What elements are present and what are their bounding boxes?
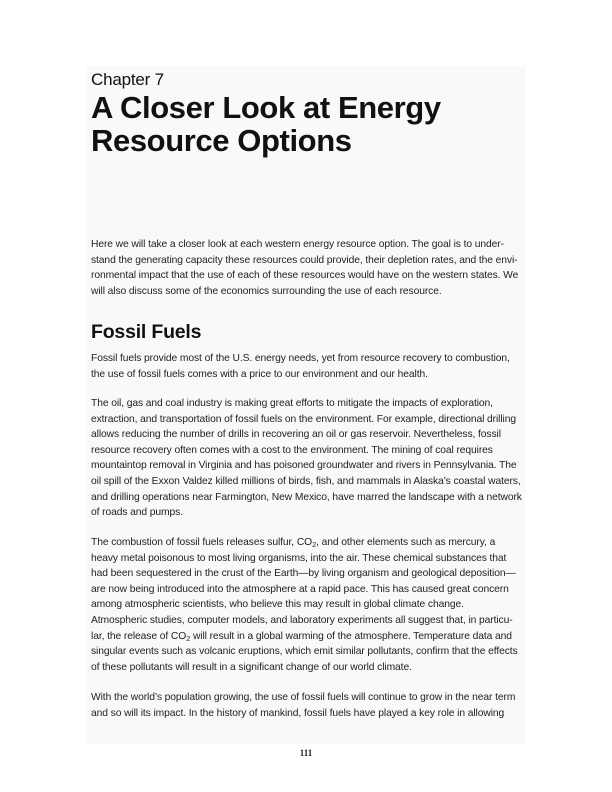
text-line: had been sequestered in the crust of the Earth—by living organism and geological deposition— [91,568,516,580]
text-line: singular events such as volcanic eruptions, which emit similar pollutants, confirm that the effects [91,646,518,658]
text-line: extraction, and transportation of fossil fuels on the environment. For example, directional drilling [91,413,516,425]
text-line: allows reducing the number of drills in recovering an oil or gas reservoir. Nevertheless, fossil [91,429,501,441]
text-line: the use of fossil fuels comes with a price to our environment and our health. [91,368,428,380]
chapter-title [91,91,521,157]
text-line: The combustion of fossil fuels releases sulfur, $CO_2$, and other elements such as mercury, a [91,537,496,549]
text-line: The oil, gas and coal industry is making great efforts to mitigate the impacts of exploration, [91,398,493,409]
section-heading: Fossil Fuels [91,321,202,343]
page-number: 111 [299,748,313,758]
text-line: oil spill of the Exxon Valdez killed millions of birds, fish, and mammals in Alaska’s coastal waters, [91,475,521,487]
text-line: are now being introduced into the atmosphere at a rapid pace. This has caused great concern [91,583,509,595]
text-line: among atmospheric scientists, who believe this may result in global climate change. [91,599,464,611]
chapter-title-line-1: A Closer Look at Energy [91,90,441,125]
text-line: mountaintop removal in Virginia and has poisoned groundwater and rivers in Pennsylvania. The [91,460,517,472]
paragraph-2 [91,396,523,521]
text-line: Here we will take a closer look at each western energy resource option. The goal is to under- [91,239,504,250]
paragraph-3 [91,535,523,675]
text-line: of these pollutants will result in a significant change of our world climate. [91,661,412,673]
text-line: ronmental impact that the use of each of these resources would have on the western states. We [91,270,519,282]
text-line: With the world’s population growing, the use of fossil fuels will continue to grow in the near term [91,692,516,703]
paragraph-4 [91,690,523,721]
text-line: of roads and pumps. [91,507,183,519]
text-line: Fossil fuels provide most of the U.S. energy needs, yet from resource recovery to combustion, [91,353,510,364]
text-line: lar, the release of $CO_2$ will result in a global warming of the atmosphere. Temperature data and [91,630,512,643]
text-line: resource recovery often comes with a cost to the environment. The mining of coal requires [91,444,493,456]
text-line: will also discuss some of the economics surrounding the use of each resource. [91,285,442,297]
chapter-title-line-2: Resource Options [91,123,352,158]
text-line: heavy metal poisonous to most living organisms, into the air. These chemical substances that [91,552,507,564]
chapter-label: Chapter 7 [91,70,164,89]
text-line: Atmospheric studies, computer models, and laboratory experiments all suggest that, in particu- [91,614,513,626]
text-line: and drilling operations near Farmington, New Mexico, have marred the landscape with a network [91,491,522,503]
paragraph-1 [91,351,523,382]
text-line: stand the generating capacity these resources could provide, their depletion rates, and the envi- [91,254,518,266]
text-line: and so will its impact. In the history of mankind, fossil fuels have played a key role in allowing [91,707,505,719]
intro-paragraph [91,237,523,299]
